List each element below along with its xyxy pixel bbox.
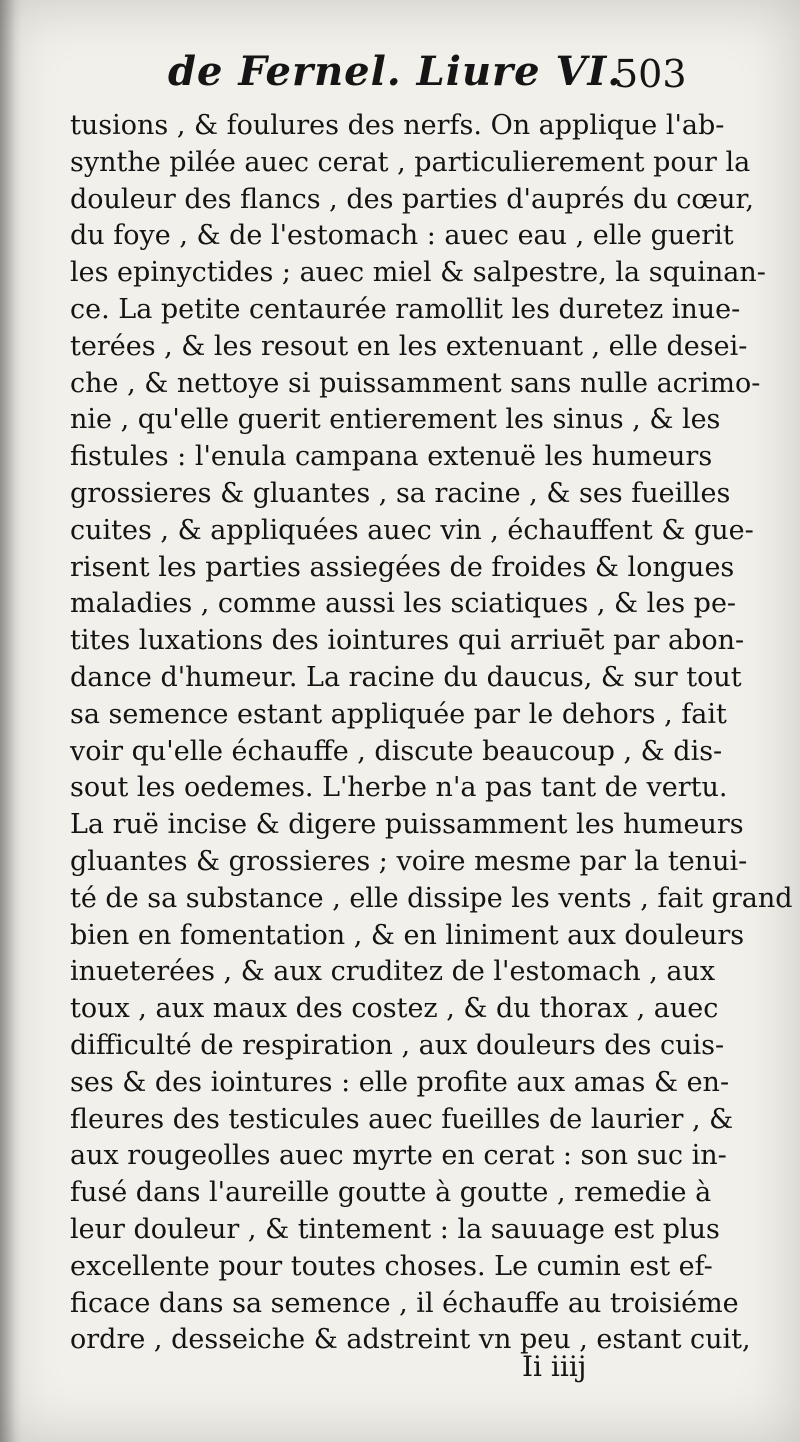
text-line: toux , aux maux des costez , & du thorax , auec: [70, 993, 719, 1025]
signature-mark: Ii iiij: [522, 1350, 587, 1383]
text-line: du foye , & de l'estomach : auec eau , elle guerit: [70, 220, 734, 252]
text-line: difficulté de respiration , aux douleurs des cuis-: [70, 1029, 725, 1061]
text-line: bien en fomentation , & en liniment aux douleurs: [70, 919, 745, 951]
text-line: leur douleur , & tintement : la sauuage est plus: [70, 1213, 720, 1245]
text-line: dance d'humeur. La racine du daucus, & sur tout: [70, 661, 742, 693]
text-line: fleures des testicules auec fueilles de laurier , &: [70, 1103, 734, 1135]
running-title: de Fernel. Liure VI.: [168, 48, 623, 95]
body-text: [70, 108, 793, 1359]
text-line: douleur des flancs , des parties d'auprés du cœur,: [70, 183, 755, 215]
text-line: inueterées , & aux cruditez de l'estomach , aux: [70, 956, 716, 988]
text-line: tusions , & foulures des nerfs. On applique l'ab-: [70, 110, 725, 141]
text-line: té de sa substance , elle dissipe les vents , fait grand: [70, 882, 793, 914]
text-line: ficace dans sa semence , il échauffe au troisiéme: [70, 1287, 739, 1319]
text-line: ses & des iointures : elle profite aux amas & en-: [70, 1066, 730, 1098]
text-line: nie , qu'elle guerit entierement les sinus , & les: [70, 404, 721, 436]
text-line: grossieres & gluantes , sa racine , & ses fueilles: [70, 477, 731, 509]
text-line: cuites , & appliquées auec vin , échauffent & gue-: [70, 514, 754, 546]
text-line: fistules : l'enula campana extenuë les humeurs: [70, 441, 713, 473]
text-line: gluantes & grossieres ; voire mesme par la tenui-: [70, 845, 748, 877]
text-line: ce. La petite centaurée ramollit les duretez inue-: [70, 293, 741, 325]
text-line: che , & nettoye si puissamment sans nulle acrimo-: [70, 367, 761, 399]
page-number: 503: [614, 52, 687, 96]
text-line: aux rougeolles auec myrte en cerat : son suc in-: [70, 1140, 727, 1172]
text-line: fusé dans l'aureille goutte à goutte , remedie à: [70, 1177, 712, 1209]
text-line: risent les parties assiegées de froides & longues: [70, 551, 735, 583]
text-line: les epinyctides ; auec miel & salpestre, la squinan-: [70, 257, 766, 289]
text-line: tites luxations des iointures qui arriuēt par abon-: [70, 625, 745, 657]
text-line: ordre , desseiche & adstreint vn peu , estant cuit,: [70, 1324, 751, 1356]
text-line: maladies , comme aussi les sciatiques , & les pe-: [70, 588, 737, 620]
page-header: [0, 48, 800, 108]
page-gutter-shadow: [0, 0, 22, 1442]
text-line: terées , & les resout en les extenuant , elle desei-: [70, 330, 748, 362]
text-line: La ruë incise & digere puissamment les humeurs: [70, 809, 744, 841]
text-line: synthe pilée auec cerat , particulierement pour la: [70, 146, 751, 178]
text-line: voir qu'elle échauffe , discute beaucoup , & dis-: [70, 735, 723, 767]
text-line: excellente pour toutes choses. Le cumin est ef-: [70, 1250, 713, 1282]
text-line: sa semence estant appliquée par le dehors , fait: [70, 698, 727, 730]
text-line: sout les oedemes. L'herbe n'a pas tant de vertu.: [70, 772, 728, 804]
